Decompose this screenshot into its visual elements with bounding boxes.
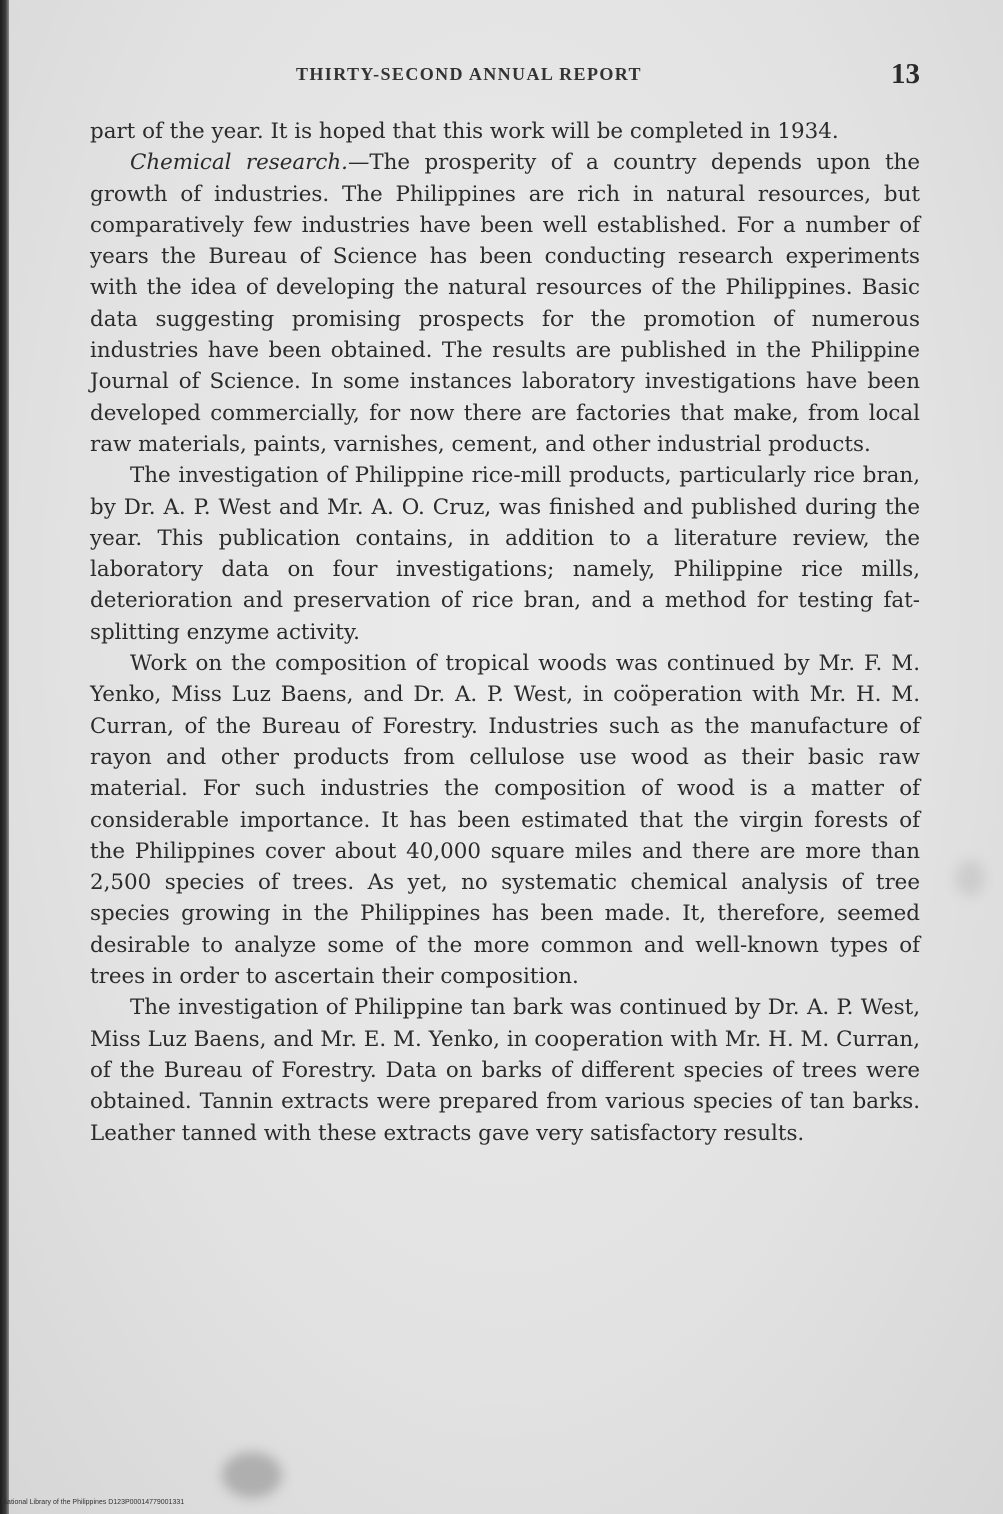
scan-credit: National Library of the Philippines D123P00014779001331 (2, 1499, 185, 1506)
scan-smudge (955, 860, 985, 896)
page-header (90, 58, 920, 94)
paragraph-text: The investigation of Philippine rice-mill products, particularly rice bran, by Dr. A. P. West and Mr. A. O. Cruz, was finished and published during the year. This publication contains, in addition to a literature review, the laboratory data on four investigations; namely, Philippine rice mills, deterioration and preservation of rice bran, and a method for testing fat-splitting enzyme activity. (90, 463, 920, 645)
paragraph-text: Work on the composition of tropical woods was continued by Mr. F. M. Yenko, Miss Luz Baens, and Dr. A. P. West, in coöperation with Mr. H. M. Curran, of the Bureau of Forestry. Industries such as the manufacture of rayon and other products from cellulose use wood as their basic raw material. For such industries the composition of wood is a matter of considerable importance. It has been estimated that the virgin forests of the Philippines cover about 40,000 square miles and there are more than 2,500 species of trees. As yet, no systematic chemical analysis of tree species growing in the Philippines has been made. It, therefore, seemed desirable to analyze some of the more common and well-known types of trees in order to ascertain their composition. (90, 651, 920, 990)
paragraph-rice-bran (90, 460, 920, 648)
paragraph-tropical-woods (90, 648, 920, 992)
page-number: 13 (891, 58, 920, 90)
paragraph-text: part of the year. It is hoped that this work will be completed in 1934. (90, 119, 839, 144)
paragraph-text: —The prosperity of a country depends upon the growth of industries. The Philippines are rich in natural resources, but comparatively few industries have been well established. For a number of years the Bureau of Science has been conducting research experiments with the idea of developing the natural resources of the Philippines. Basic data suggesting promising prospects for the promotion of numerous industries have been obtained. The results are published in the Philippine Journal of Science. In some instances laboratory investigations have been developed commercially, for now there are factories that make, from local raw materials, paints, varnishes, cement, and other industrial products. (90, 150, 920, 457)
paragraph-continuation (90, 116, 920, 147)
paragraph-tan-bark (90, 992, 920, 1148)
paragraph-text: The investigation of Philippine tan bark was continued by Dr. A. P. West, Miss Luz Baens, and Mr. E. M. Yenko, in cooperation with Mr. H. M. Curran, of the Bureau of Forestry. Data on barks of different species of trees were obtained. Tannin extracts were prepared from various species of tan barks. Leather tanned with these extracts gave very satisfactory results. (90, 995, 920, 1146)
book-spine-shadow (0, 0, 9, 1514)
body-text (90, 116, 920, 1149)
paragraph-chemical-research (90, 147, 920, 460)
scan-smudge (222, 1452, 282, 1498)
running-head: THIRTY-SECOND ANNUAL REPORT (296, 64, 642, 84)
section-run-in-heading: Chemical research. (130, 150, 348, 176)
